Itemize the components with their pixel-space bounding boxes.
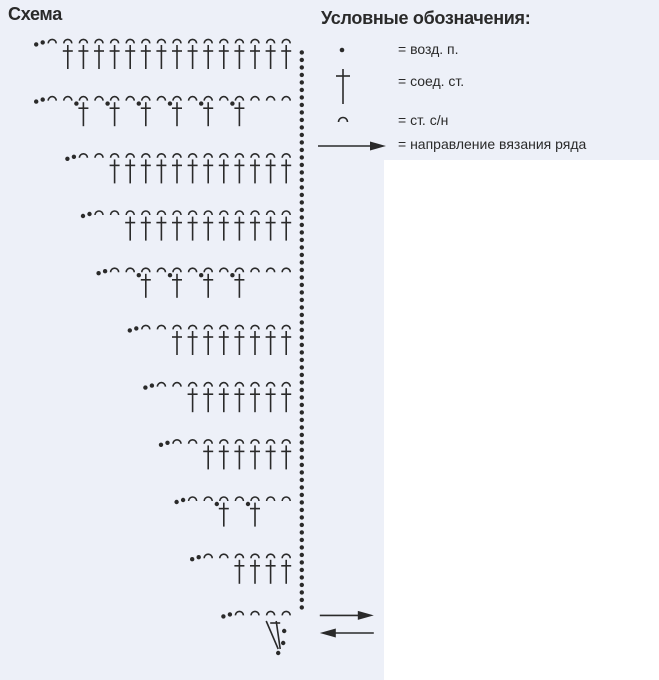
chain-stitch-dot xyxy=(300,418,304,422)
single-crochet-arc xyxy=(220,325,228,329)
single-crochet-arc xyxy=(142,97,150,101)
single-crochet-arc xyxy=(157,325,165,329)
diagram-row-7 xyxy=(203,445,291,469)
single-crochet-arc xyxy=(235,211,243,215)
chain-stitch-dot xyxy=(300,515,304,519)
single-crochet-arc xyxy=(251,440,259,444)
chain-stitch-dot xyxy=(300,478,304,482)
chain-stitch-dot xyxy=(276,651,280,655)
chain-stitch-dot xyxy=(300,200,304,204)
single-crochet-arc xyxy=(235,440,243,444)
single-crochet-arc xyxy=(235,611,243,615)
single-crochet-arc xyxy=(79,39,87,43)
single-crochet-arc xyxy=(204,211,212,215)
chain-stitch-dot xyxy=(159,443,163,447)
chain-stitch-dot xyxy=(300,425,304,429)
chain-stitch-dot xyxy=(105,101,109,105)
single-crochet-arc xyxy=(173,383,181,387)
chain-stitch-dot xyxy=(168,101,172,105)
single-crochet-arc xyxy=(251,154,259,158)
chain-stitch-dot xyxy=(300,320,304,324)
single-crochet-arc xyxy=(189,268,197,272)
single-crochet-arc xyxy=(267,211,275,215)
chain-stitch-dot xyxy=(300,238,304,242)
single-crochet-arc xyxy=(204,325,212,329)
chain-stitch-dot xyxy=(300,553,304,557)
single-crochet-arc xyxy=(189,383,197,387)
diagram-row-13 xyxy=(137,273,245,298)
chain-stitch-dot xyxy=(81,214,85,218)
chain-stitch-dot xyxy=(34,42,38,46)
chain-stitch-dot xyxy=(300,178,304,182)
single-crochet-arc xyxy=(282,554,290,558)
chain-stitch-dot xyxy=(199,273,203,277)
single-crochet-arc xyxy=(204,154,212,158)
chain-stitch-dot xyxy=(230,273,234,277)
single-crochet-arc xyxy=(111,97,119,101)
single-crochet-arc xyxy=(157,97,165,101)
diagram-row-14 xyxy=(96,268,290,275)
single-crochet-arc xyxy=(142,325,150,329)
chain-stitch-dot xyxy=(190,557,194,561)
chain-stitch-dot xyxy=(230,101,234,105)
chain-stitch-dot xyxy=(300,290,304,294)
single-crochet-arc xyxy=(95,97,103,101)
chain-stitch-dot xyxy=(300,380,304,384)
single-crochet-arc xyxy=(282,211,290,215)
single-crochet-arc xyxy=(220,154,228,158)
diagram-row-19 xyxy=(74,101,244,126)
chain-stitch-dot xyxy=(65,157,69,161)
single-crochet-arc xyxy=(157,39,165,43)
diagram-row-3 xyxy=(234,560,291,584)
chain-stitch-dot xyxy=(143,385,147,389)
chain-stitch-dot xyxy=(300,283,304,287)
chain-stitch-dot xyxy=(300,193,304,197)
chain-stitch-dot xyxy=(300,530,304,534)
single-crochet-arc xyxy=(235,325,243,329)
single-crochet-arc xyxy=(220,211,228,215)
chain-stitch-dot xyxy=(300,433,304,437)
chain-stitch-dot xyxy=(137,101,141,105)
single-crochet-arc xyxy=(173,440,181,444)
single-crochet-arc xyxy=(282,325,290,329)
chain-stitch-dot xyxy=(300,403,304,407)
single-crochet-arc xyxy=(282,497,290,501)
single-crochet-arc xyxy=(267,154,275,158)
chain-stitch-dot xyxy=(300,365,304,369)
chain-stitch-dot xyxy=(300,208,304,212)
chain-stitch-dot xyxy=(300,110,304,114)
single-crochet-arc xyxy=(267,383,275,387)
single-crochet-arc xyxy=(142,211,150,215)
diagram-row-11 xyxy=(172,331,291,355)
single-crochet-arc xyxy=(204,554,212,558)
chain-stitch-dot xyxy=(300,590,304,594)
chain-stitch-dot xyxy=(72,155,76,159)
chain-stitch-dot xyxy=(300,215,304,219)
single-crochet-arc xyxy=(111,268,119,272)
chain-stitch-dot xyxy=(300,455,304,459)
single-crochet-arc xyxy=(220,97,228,101)
single-crochet-arc xyxy=(95,154,103,158)
single-crochet-arc xyxy=(267,554,275,558)
chain-stitch-dot xyxy=(96,271,100,275)
chain-stitch-dot xyxy=(300,328,304,332)
single-crochet-arc xyxy=(251,97,259,101)
chain-stitch-dot xyxy=(246,502,250,506)
chain-stitch-dot xyxy=(300,598,304,602)
chain-stitch-dot xyxy=(300,463,304,467)
diagram-row-9 xyxy=(188,388,292,412)
legend-text-single-crochet: = ст. с/н xyxy=(398,112,449,128)
chain-stitch-dot xyxy=(300,95,304,99)
chain-stitch-dot xyxy=(300,230,304,234)
chain-stitch-dot xyxy=(300,58,304,62)
single-crochet-arc xyxy=(126,211,134,215)
single-crochet-arc xyxy=(126,39,134,43)
chain-stitch-dot xyxy=(300,103,304,107)
diagram-title: Схема xyxy=(8,4,62,24)
chain-stitch-dot xyxy=(300,373,304,377)
single-crochet-arc xyxy=(267,268,275,272)
chain-stitch-dot xyxy=(300,493,304,497)
chain-stitch-dot xyxy=(300,358,304,362)
single-crochet-arc xyxy=(95,211,103,215)
chain-stitch-dot xyxy=(300,575,304,579)
single-crochet-arc xyxy=(251,497,259,501)
single-crochet-arc xyxy=(267,97,275,101)
chain-stitch-dot xyxy=(300,88,304,92)
chain-stitch-dot xyxy=(300,313,304,317)
chain-stitch-dot xyxy=(300,133,304,137)
diagram-row-1 xyxy=(266,621,374,655)
chain-stitch-dot xyxy=(300,545,304,549)
single-crochet-arc xyxy=(142,268,150,272)
single-crochet-arc xyxy=(267,497,275,501)
single-crochet-arc xyxy=(111,211,119,215)
single-crochet-arc xyxy=(126,268,134,272)
single-crochet-arc xyxy=(282,154,290,158)
arrow-head xyxy=(320,629,336,638)
chain-stitch-dot xyxy=(300,298,304,302)
single-crochet-arc xyxy=(204,268,212,272)
chain-stitch-dot xyxy=(137,273,141,277)
chain-stitch-dot xyxy=(300,253,304,257)
chain-stitch-dot xyxy=(34,99,38,103)
single-crochet-arc xyxy=(251,39,259,43)
chain-stitch-dot xyxy=(300,388,304,392)
chain-stitch-dot xyxy=(300,223,304,227)
single-crochet-arc xyxy=(189,440,197,444)
single-crochet-arc xyxy=(204,383,212,387)
single-crochet-arc xyxy=(173,154,181,158)
chain-stitch-dot xyxy=(300,155,304,159)
legend-direction-arrow-icon xyxy=(318,142,386,151)
single-crochet-arc xyxy=(48,97,56,101)
single-crochet-arc xyxy=(189,97,197,101)
single-crochet-arc xyxy=(64,39,72,43)
single-crochet-arc xyxy=(204,39,212,43)
single-crochet-arc xyxy=(173,325,181,329)
chain-stitch-dot xyxy=(221,614,225,618)
diagram-row-5 xyxy=(215,502,260,527)
chain-stitch-dot xyxy=(300,80,304,84)
single-crochet-arc xyxy=(204,497,212,501)
chain-stitch-dot xyxy=(300,50,304,54)
single-crochet-arc xyxy=(189,39,197,43)
chain-stitch-dot xyxy=(228,612,232,616)
single-crochet-arc xyxy=(189,154,197,158)
chain-stitch-dot xyxy=(300,275,304,279)
single-crochet-arc xyxy=(142,154,150,158)
diagram-row-6 xyxy=(174,497,290,504)
single-crochet-arc xyxy=(235,383,243,387)
diagram-row-10 xyxy=(143,383,290,390)
single-crochet-arc xyxy=(157,211,165,215)
single-crochet-arc xyxy=(282,268,290,272)
chain-stitch-dot xyxy=(103,269,107,273)
chain-stitch-dot xyxy=(300,335,304,339)
chain-stitch-dot xyxy=(300,538,304,542)
single-crochet-arc xyxy=(173,268,181,272)
chain-stitch-dot xyxy=(87,212,91,216)
chain-stitch-dot xyxy=(282,629,286,633)
chain-stitch-dot xyxy=(300,605,304,609)
single-crochet-arc xyxy=(189,211,197,215)
chain-stitch-dot xyxy=(165,441,169,445)
chain-stitch-dot xyxy=(134,326,138,330)
chain-stitch-dot xyxy=(300,410,304,414)
direction-arrow-icon xyxy=(320,629,374,638)
diagram-row-20 xyxy=(34,97,290,104)
single-crochet-arc xyxy=(220,440,228,444)
chain-stitch-dot xyxy=(281,641,285,645)
single-crochet-arc xyxy=(111,154,119,158)
chain-stitch-dot xyxy=(300,163,304,167)
legend-single-crochet-icon xyxy=(339,118,348,123)
direction-arrow-icon xyxy=(320,611,374,620)
single-crochet-arc xyxy=(79,97,87,101)
single-crochet-arc xyxy=(189,325,197,329)
single-crochet-arc xyxy=(251,325,259,329)
single-crochet-arc xyxy=(235,97,243,101)
chain-stitch-dot xyxy=(300,508,304,512)
single-crochet-arc xyxy=(79,154,87,158)
chain-stitch-dot xyxy=(197,555,201,559)
single-crochet-arc xyxy=(48,39,56,43)
arrow-head xyxy=(358,611,374,620)
chain-stitch-dot xyxy=(300,148,304,152)
single-crochet-arc xyxy=(282,39,290,43)
single-crochet-arc xyxy=(251,383,259,387)
single-crochet-arc xyxy=(220,383,228,387)
single-crochet-arc xyxy=(267,39,275,43)
single-crochet-arc xyxy=(189,497,197,501)
chain-stitch-dot xyxy=(300,73,304,77)
chain-stitch-dot xyxy=(300,118,304,122)
chain-stitch-dot xyxy=(174,500,178,504)
chain-stitch-dot xyxy=(41,97,45,101)
single-crochet-arc xyxy=(235,497,243,501)
chain-stitch-dot xyxy=(300,305,304,309)
chain-stitch-dot xyxy=(300,170,304,174)
single-crochet-arc xyxy=(173,97,181,101)
chain-stitch-dot xyxy=(168,273,172,277)
single-crochet-arc xyxy=(220,268,228,272)
single-crochet-arc xyxy=(142,39,150,43)
single-crochet-arc xyxy=(251,554,259,558)
single-crochet-arc xyxy=(282,97,290,101)
single-crochet-arc xyxy=(235,554,243,558)
single-crochet-arc xyxy=(267,611,275,615)
chain-stitch-dot xyxy=(199,101,203,105)
single-crochet-arc xyxy=(267,325,275,329)
chain-stitch-dot xyxy=(300,343,304,347)
chain-stitch-dot xyxy=(41,40,45,44)
chain-stitch-dot xyxy=(300,500,304,504)
single-crochet-arc xyxy=(251,211,259,215)
chain-stitch-dot xyxy=(150,383,154,387)
single-crochet-arc xyxy=(282,383,290,387)
single-crochet-arc xyxy=(220,554,228,558)
diagram-row-15 xyxy=(125,217,291,241)
chain-stitch-dot xyxy=(300,185,304,189)
single-crochet-arc xyxy=(220,497,228,501)
chain-stitch-dot xyxy=(300,448,304,452)
single-crochet-arc xyxy=(173,211,181,215)
chain-stitch-dot xyxy=(300,568,304,572)
single-crochet-arc xyxy=(267,440,275,444)
chain-stitch-dot xyxy=(300,268,304,272)
chain-stitch-dot xyxy=(300,470,304,474)
single-crochet-arc xyxy=(235,154,243,158)
single-crochet-arc xyxy=(204,97,212,101)
chain-stitch-dot xyxy=(300,140,304,144)
chain-stitch-dot xyxy=(74,101,78,105)
single-crochet-arc xyxy=(282,440,290,444)
chain-stitch-dot xyxy=(300,245,304,249)
single-crochet-arc xyxy=(126,97,134,101)
legend-slip-stitch-icon xyxy=(336,69,350,104)
diagram-row-2 xyxy=(221,611,374,620)
chain-stitch-dot xyxy=(300,350,304,354)
chain-stitch-dot xyxy=(300,485,304,489)
chain-stitch-dot xyxy=(300,583,304,587)
single-crochet-arc xyxy=(157,268,165,272)
single-crochet-arc xyxy=(157,383,165,387)
diagram-row-17 xyxy=(110,159,292,183)
chain-stitch-dot xyxy=(300,523,304,527)
single-crochet-arc xyxy=(282,611,290,615)
diagram-row-21 xyxy=(63,45,291,69)
diagram-rows xyxy=(34,39,374,655)
single-crochet-arc xyxy=(64,97,72,101)
legend-title: Условные обозначения: xyxy=(321,8,531,28)
single-crochet-arc xyxy=(111,39,119,43)
legend-text-direction: = направление вязания ряда xyxy=(398,136,587,152)
single-crochet-arc xyxy=(220,39,228,43)
diagram-row-16 xyxy=(81,211,290,218)
chain-stitch-dot xyxy=(300,560,304,564)
single-crochet-arc xyxy=(126,154,134,158)
legend-symbols xyxy=(318,48,386,151)
legend-text-slip-stitch: = соед. ст. xyxy=(398,73,465,89)
legend-text-chain: = возд. п. xyxy=(398,41,459,57)
chain-stitch-dot xyxy=(128,328,132,332)
chain-stitch-dot xyxy=(300,260,304,264)
chain-stitch-dot xyxy=(300,125,304,129)
single-crochet-arc xyxy=(235,268,243,272)
single-crochet-arc xyxy=(173,39,181,43)
chain-stitch-dot xyxy=(215,502,219,506)
single-crochet-arc xyxy=(251,268,259,272)
single-crochet-arc xyxy=(157,154,165,158)
chain-stitch-dot xyxy=(300,440,304,444)
chain-stitch-dot xyxy=(300,65,304,69)
chain-stitch-dot xyxy=(300,395,304,399)
legend-chain-dot-icon xyxy=(340,48,345,53)
single-crochet-arc xyxy=(235,39,243,43)
single-crochet-arc xyxy=(95,39,103,43)
chain-stitch-dot xyxy=(181,498,185,502)
diagram-right-edge xyxy=(300,50,304,609)
single-crochet-arc xyxy=(204,440,212,444)
single-crochet-arc xyxy=(251,611,259,615)
